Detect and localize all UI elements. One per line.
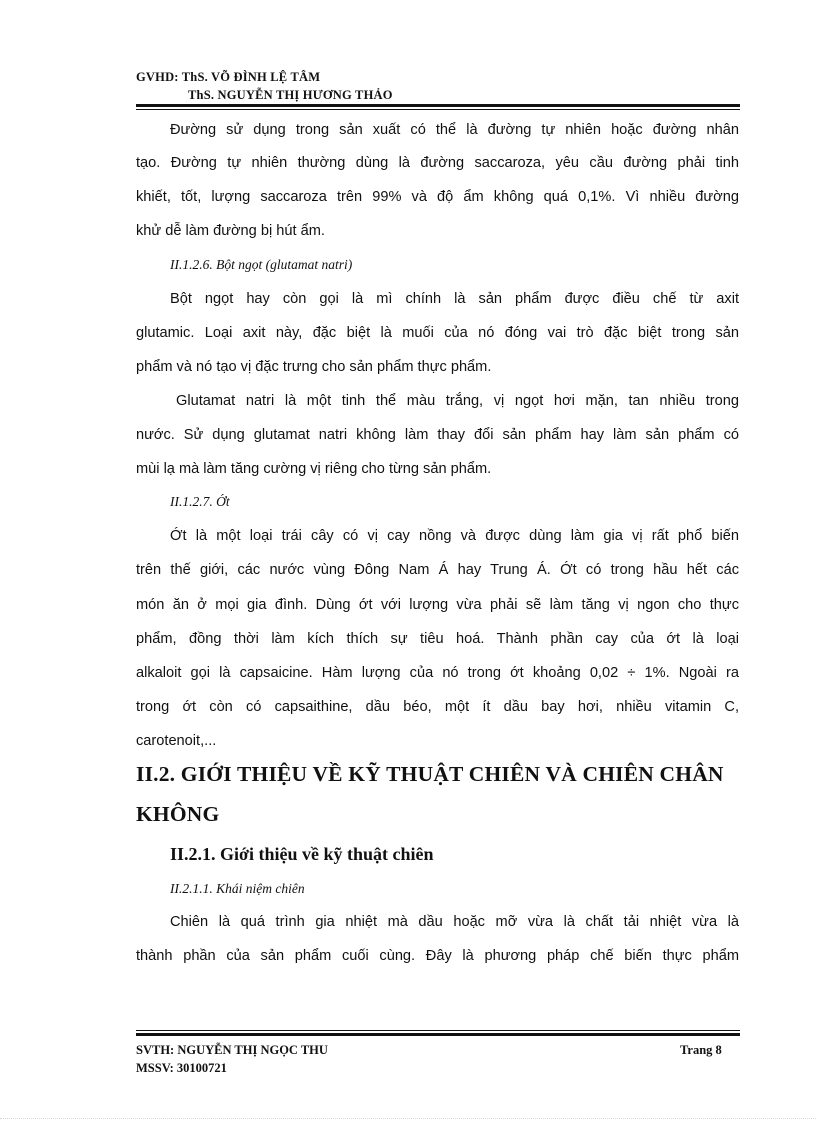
section-heading-2-7: II.1.2.7. Ớt	[170, 494, 230, 509]
paragraph-line: Ớt là một loại trái cây có vị cay nồng và được dùng làm gia vị rất phổ biến	[170, 528, 739, 544]
paragraph-line: khiết, tốt, lượng saccaroza trên 99% và độ ẩm không quá 0,1%. Vì nhiều đường	[136, 189, 739, 205]
footer-student-name: SVTH: NGUYỄN THỊ NGỌC THU	[136, 1043, 328, 1057]
paragraph-line: phẩm, đồng thời làm kích thích sự tiêu hoá. Thành phần cay của ớt là loại	[136, 631, 739, 647]
paragraph-line: alkaloit gọi là capsaicine. Hàm lượng của nó trong ớt khoảng 0,02 ÷ 1%. Ngoài ra	[136, 665, 739, 681]
header-advisor-line-1: GVHD: ThS. VÕ ĐÌNH LỆ TÂM	[136, 70, 321, 84]
section-heading-2-1-1: II.2.1.1. Khái niệm chiên	[170, 881, 305, 896]
paragraph-line: khử dễ làm đường bị hút ẩm.	[136, 223, 325, 239]
paragraph-line: món ăn ở mọi gia đình. Dùng ớt với lượng vừa phải sẽ làm tăng vị ngon cho thực	[136, 597, 739, 613]
chapter-heading-line-2: KHÔNG	[136, 802, 220, 826]
paragraph-line: phẩm và nó tạo vị đặc trưng cho sản phẩm thực phẩm.	[136, 359, 492, 375]
section-heading-2-6: II.1.2.6. Bột ngọt (glutamat natri)	[170, 257, 353, 272]
paragraph-line: thành phần của sản phẩm cuối cùng. Đây là phương pháp chế biến thực phẩm	[136, 948, 739, 964]
paragraph-line: Đường sử dụng trong sản xuất có thể là đường tự nhiên hoặc đường nhân	[170, 122, 739, 138]
paragraph-line: Bột ngọt hay còn gọi là mì chính là sản phẩm được điều chế từ axit	[170, 291, 739, 307]
footer-student-id: MSSV: 30100721	[136, 1061, 227, 1075]
header-rule-thin	[136, 109, 740, 110]
footer-rule-thick	[136, 1033, 740, 1036]
chapter-heading-line-1: II.2. GIỚI THIỆU VỀ KỸ THUẬT CHIÊN VÀ CHIÊN CHÂN	[136, 762, 724, 786]
paragraph-line: trong ớt còn có capsaithine, dầu béo, một ít dầu bay hơi, nhiều vitamin C,	[136, 699, 739, 715]
paragraph-line: glutamic. Loại axit này, đặc biệt là muối của nó đóng vai trò đặc biệt trong sản	[136, 325, 739, 341]
paragraph-line: mùi lạ mà làm tăng cường vị riêng cho từng sản phẩm.	[136, 461, 492, 477]
paragraph-line: trên thế giới, các nước vùng Đông Nam Á hay Trung Á. Ớt có trong hầu hết các	[136, 562, 739, 578]
header-advisor-line-2: ThS. NGUYỄN THỊ HƯƠNG THẢO	[188, 88, 393, 102]
footer-page-number: Trang 8	[680, 1043, 722, 1057]
footer-rule-thin	[136, 1030, 740, 1031]
page-edge-border	[0, 1118, 816, 1119]
paragraph-line: Chiên là quá trình gia nhiệt mà dầu hoặc mỡ vừa là chất tải nhiệt vừa là	[170, 914, 739, 930]
paragraph-line: nước. Sử dụng glutamat natri không làm thay đổi sản phẩm hay làm sản phẩm có	[136, 427, 739, 443]
subsection-heading-2-1: II.2.1. Giới thiệu về kỹ thuật chiên	[170, 844, 434, 864]
paragraph-line: tạo. Đường tự nhiên thường dùng là đường saccaroza, yêu cầu đường phải tinh	[136, 155, 739, 171]
paragraph-line: Glutamat natri là một tinh thể màu trắng, vị ngọt hơi mặn, tan nhiều trong	[176, 393, 739, 409]
paragraph-line: carotenoit,...	[136, 733, 217, 749]
header-rule-thick	[136, 104, 740, 107]
